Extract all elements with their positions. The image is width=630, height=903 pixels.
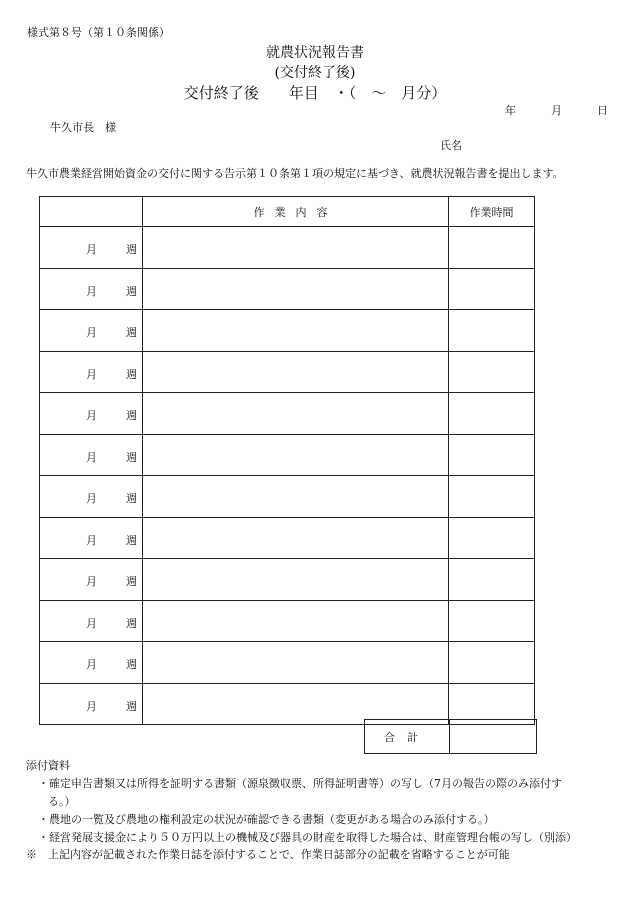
work-hours-cell[interactable]: [449, 642, 535, 684]
reporting-period-line: 交付終了後 年目 ・（ ～ 月分）: [183, 84, 447, 102]
work-hours-header: 作業時間: [449, 197, 535, 227]
work-report-table: [39, 196, 535, 725]
work-content-cell[interactable]: [143, 227, 449, 269]
table-row: [40, 268, 535, 310]
period-cell[interactable]: [40, 476, 143, 518]
period-cell[interactable]: [40, 393, 143, 435]
week-label: 週: [126, 409, 137, 422]
table-row: [40, 600, 535, 642]
work-content-cell[interactable]: [143, 517, 449, 559]
document-title: 就農状況報告書: [266, 45, 364, 61]
work-content-cell[interactable]: [143, 268, 449, 310]
work-content-cell[interactable]: [143, 559, 449, 601]
table-row: [40, 227, 535, 269]
work-hours-cell[interactable]: [449, 476, 535, 518]
date-day-label: 日: [597, 104, 608, 117]
attachment-note: ※ 上記内容が記載された作業日誌を添付することで、作業日誌部分の記載を省略することが可能: [26, 848, 510, 861]
table-row: [40, 642, 535, 684]
table-row: [40, 393, 535, 435]
work-content-cell[interactable]: [143, 393, 449, 435]
month-label: 月: [86, 575, 97, 588]
week-label: 週: [126, 450, 137, 464]
work-hours-cell[interactable]: [449, 517, 535, 559]
intro-statement: 牛久市農業経営開始資金の交付に関する告示第１０条第１項の規定に基づき、就農状況報告書を提出します。: [26, 167, 564, 180]
period-cell[interactable]: [40, 268, 143, 310]
week-label: 週: [126, 243, 137, 256]
attachments-title: 添付資料: [26, 759, 70, 772]
total-table: [364, 719, 537, 754]
period-cell[interactable]: [40, 351, 143, 393]
work-content-cell[interactable]: [143, 351, 449, 393]
period-cell[interactable]: [40, 310, 143, 352]
table-row: [40, 351, 535, 393]
work-content-cell[interactable]: [143, 434, 449, 476]
work-hours-cell[interactable]: [449, 268, 535, 310]
period-cell[interactable]: [40, 600, 143, 642]
total-hours-field[interactable]: [450, 720, 537, 754]
month-label: 月: [86, 616, 97, 630]
date-year-label: 年: [505, 104, 516, 117]
name-label: 氏名: [440, 139, 462, 152]
table-row: [40, 559, 535, 601]
month-label: 月: [86, 326, 97, 339]
month-label: 月: [86, 243, 97, 256]
table-row: [40, 517, 535, 559]
week-label: 週: [126, 616, 137, 630]
period-cell[interactable]: [40, 517, 143, 559]
week-label: 週: [126, 367, 137, 381]
attachment-item: ・経営発展支援金により５０万円以上の機械及び器具の財産を取得した場合は、財産管理台帳の写し（別添）: [38, 831, 577, 844]
table-row: [40, 310, 535, 352]
week-label: 週: [126, 658, 137, 671]
week-label: 週: [126, 575, 137, 588]
attachment-item-continued: る。）: [48, 795, 76, 808]
work-content-cell[interactable]: [143, 642, 449, 684]
month-label: 月: [86, 492, 97, 505]
work-hours-cell[interactable]: [449, 559, 535, 601]
month-label: 月: [86, 533, 97, 547]
work-hours-cell[interactable]: [449, 227, 535, 269]
week-label: 週: [126, 284, 137, 298]
total-row: [365, 720, 537, 754]
work-hours-cell[interactable]: [449, 351, 535, 393]
attachment-item: ・確定申告書類又は所得を証明する書類（源泉徴収票、所得証明書等）の写し（7月の報告の際のみ添付す: [38, 777, 562, 790]
addressee: 牛久市長 様: [50, 121, 116, 134]
table-row: [40, 434, 535, 476]
month-label: 月: [86, 699, 97, 713]
week-label: 週: [126, 699, 137, 713]
period-header: [40, 197, 143, 227]
table-header-row: [40, 197, 535, 227]
date-month-label: 月: [551, 104, 562, 117]
month-label: 月: [86, 658, 97, 671]
document-subtitle: (交付終了後): [274, 65, 356, 81]
attachment-item: ・農地の一覧及び農地の権利設定の状況が確認できる書類（変更がある場合のみ添付する。）: [38, 813, 495, 826]
table-row: [40, 476, 535, 518]
week-label: 週: [126, 492, 137, 505]
date-line: [505, 102, 608, 118]
period-cell[interactable]: [40, 559, 143, 601]
week-label: 週: [126, 533, 137, 547]
total-label: 合計: [365, 720, 450, 754]
month-label: 月: [86, 367, 97, 381]
month-label: 月: [86, 284, 97, 298]
period-cell[interactable]: [40, 434, 143, 476]
work-hours-cell[interactable]: [449, 434, 535, 476]
week-label: 週: [126, 326, 137, 339]
month-label: 月: [86, 409, 97, 422]
work-hours-cell[interactable]: [449, 310, 535, 352]
work-content-cell[interactable]: [143, 600, 449, 642]
work-hours-cell[interactable]: [449, 600, 535, 642]
period-cell[interactable]: [40, 227, 143, 269]
period-cell[interactable]: [40, 642, 143, 684]
work-content-cell[interactable]: [143, 310, 449, 352]
work-content-cell[interactable]: [143, 476, 449, 518]
work-hours-cell[interactable]: [449, 393, 535, 435]
period-cell[interactable]: [40, 683, 143, 725]
work-content-header: 作業内容: [143, 197, 449, 227]
form-number: 様式第８号（第１０条関係）: [27, 26, 170, 39]
month-label: 月: [86, 450, 97, 464]
